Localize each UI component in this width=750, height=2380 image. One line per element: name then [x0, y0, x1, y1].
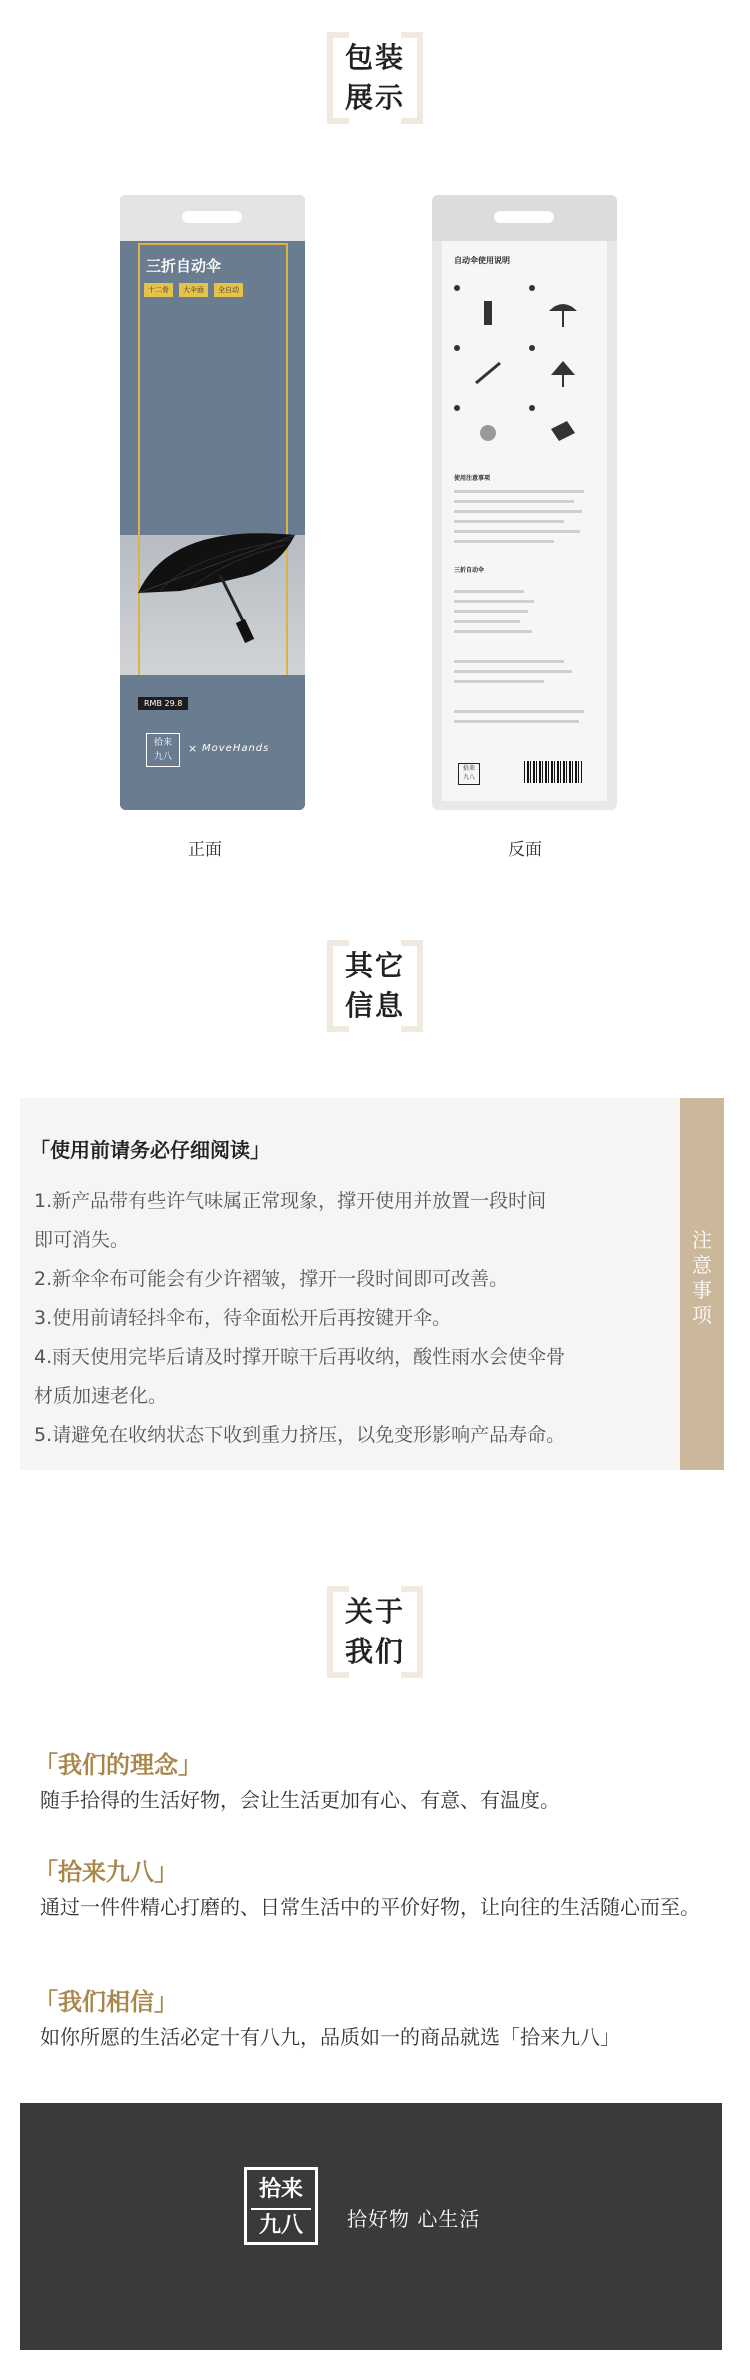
logo-line: 拾来 — [258, 2177, 303, 2202]
footer-banner — [20, 2103, 722, 2350]
barcode — [524, 761, 582, 783]
heading-line-2: 信息 — [344, 989, 405, 1022]
caption-back: 反面 — [508, 840, 542, 860]
about-body-brand: 通过一件件精心打磨的、日常生活中的平价好物，让向往的生活随心而至。 — [40, 1895, 700, 1919]
brand-line: 拾来 — [462, 765, 475, 772]
product-title: 三折自动伞 — [454, 567, 485, 574]
package-front-image — [120, 195, 305, 810]
step-icon — [547, 357, 579, 389]
package-tags — [144, 283, 243, 297]
notice-line: 材质加速老化。 — [34, 1385, 168, 1407]
instructions-title: 自动伞使用说明 — [454, 256, 510, 265]
notice-line: 4.雨天使用完毕后请及时撑开晾干后再收纳，酸性雨水会使伞骨 — [34, 1346, 566, 1368]
price-badge: RMB 29.8 — [138, 697, 188, 710]
collab-brand: MoveHands — [202, 743, 270, 754]
step-icon — [472, 297, 504, 329]
section-heading-other-info — [327, 940, 423, 1032]
side-char: 项 — [692, 1303, 712, 1327]
collab-x: × — [188, 742, 198, 755]
notice-side-label — [680, 1098, 724, 1470]
brand-line: 拾来 — [153, 738, 172, 748]
step-icon — [547, 297, 579, 329]
side-char: 事 — [692, 1278, 712, 1302]
notice-panel — [20, 1098, 680, 1470]
heading-line-1: 其它 — [344, 949, 405, 982]
caption-front: 正面 — [188, 840, 222, 860]
brand-line: 九八 — [153, 752, 172, 762]
notice-line: 1.新产品带有些许气味属正常现象，撑开使用并放置一段时间 — [34, 1190, 547, 1212]
step-icon — [547, 417, 579, 449]
about-body-philosophy: 随手拾得的生活好物，会让生活更加有心、有意、有温度。 — [40, 1788, 560, 1812]
package-title: 三折自动伞 — [146, 257, 222, 275]
step-icon — [472, 357, 504, 389]
package-back-image — [432, 195, 617, 810]
side-char: 意 — [692, 1253, 712, 1277]
brand-logo — [146, 733, 180, 767]
heading-line-2: 我们 — [344, 1635, 405, 1668]
tag: 十二骨 — [144, 283, 173, 297]
about-body-belief: 如你所愿的生活必定十有八九，品质如一的商品就选「拾来九八」 — [40, 2025, 620, 2049]
heading-line-1: 关于 — [344, 1595, 405, 1628]
notes-title: 使用注意事项 — [454, 475, 491, 482]
notice-line: 即可消失。 — [34, 1229, 130, 1251]
heading-line-1: 包装 — [344, 41, 405, 74]
notice-line: 3.使用前请轻抖伞布，待伞面松开后再按键开伞。 — [34, 1307, 452, 1329]
brand-line: 九八 — [462, 774, 475, 781]
brand-logo — [244, 2167, 318, 2245]
section-heading-about — [327, 1586, 423, 1678]
umbrella-icon — [130, 495, 300, 665]
about-title-philosophy: 「我们的理念」 — [34, 1751, 202, 1779]
notice-line: 2.新伞伞布可能会有少许褶皱，撑开一段时间即可改善。 — [34, 1268, 509, 1290]
tag: 大伞面 — [179, 283, 208, 297]
brand-logo-mini — [458, 763, 480, 785]
instruction-steps — [454, 285, 594, 455]
about-title-brand: 「拾来九八」 — [34, 1858, 178, 1886]
footer-slogan: 拾好物 心生活 — [347, 2207, 481, 2231]
tag: 全自动 — [214, 283, 243, 297]
about-title-belief: 「我们相信」 — [34, 1988, 178, 2016]
step-icon — [472, 417, 504, 449]
heading-line-2: 展示 — [344, 81, 405, 114]
logo-line: 九八 — [251, 2208, 311, 2242]
side-char: 注 — [692, 1228, 712, 1252]
section-heading-packaging — [327, 32, 423, 124]
notice-line: 5.请避免在收纳状态下收到重力挤压，以免变形影响产品寿命。 — [34, 1424, 566, 1446]
notice-title: 「使用前请务必仔细阅读」 — [30, 1138, 270, 1162]
